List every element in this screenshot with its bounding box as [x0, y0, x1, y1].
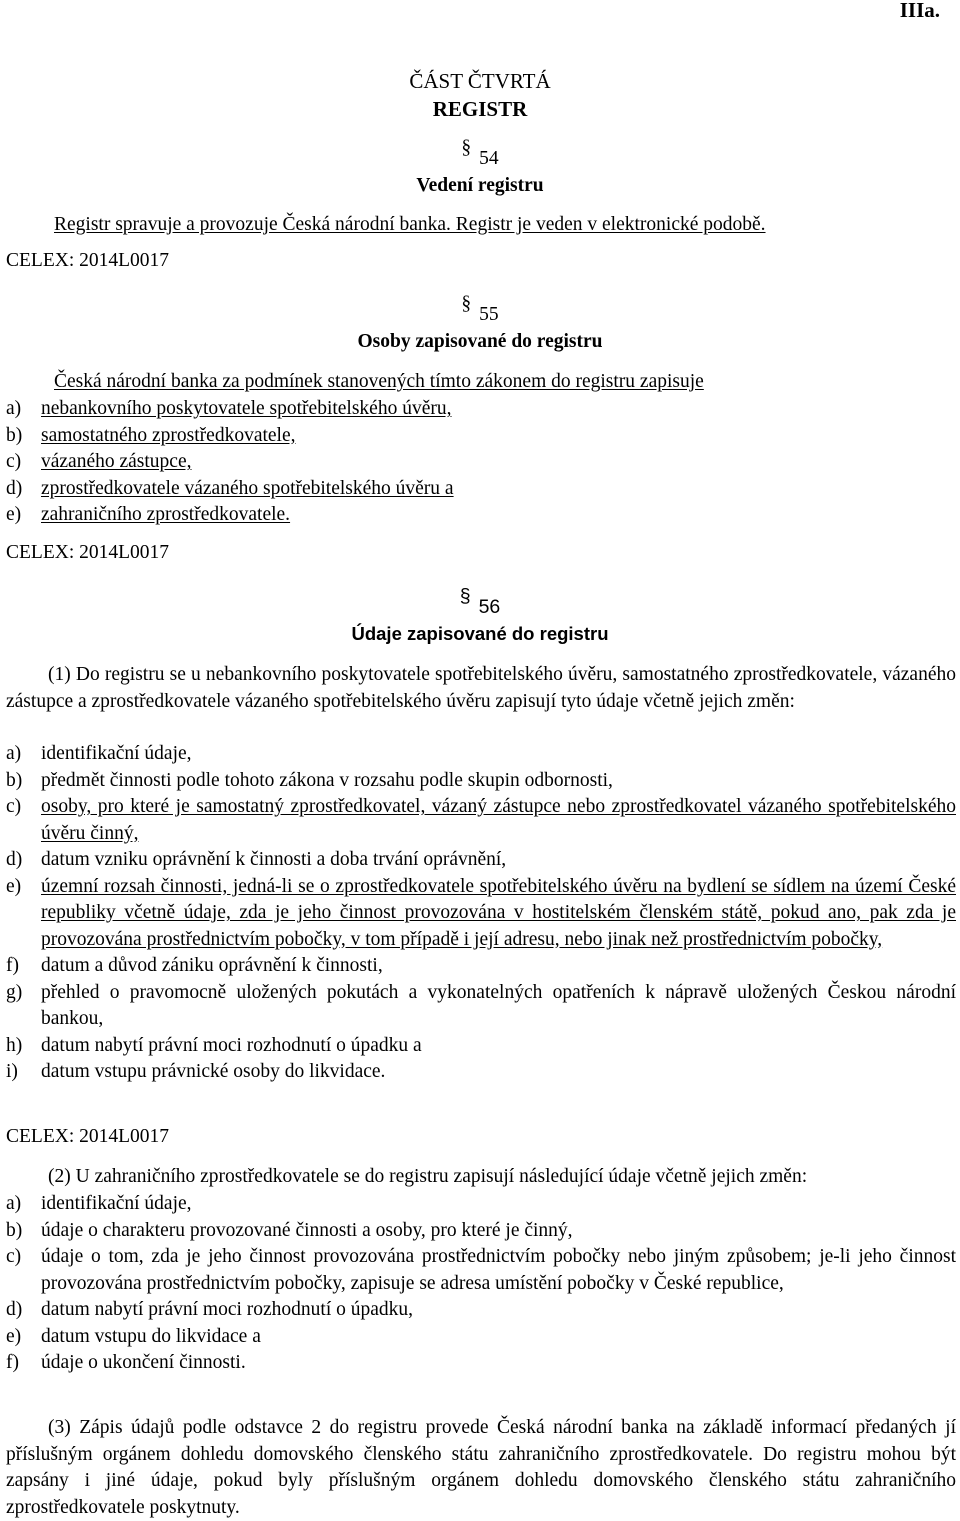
list-item: f) datum a důvod zániku oprávnění k činnosti, — [6, 955, 383, 976]
section-symbol: § — [459, 585, 471, 607]
list-item: e) územní rozsah činnosti, jedná-li se o zprostředkovatele spotřebitelského úvěru na bydlení se sídlem na území České republiky včetně údaje, zda je jeho činnost provozována v hostitelském členském státě, pokud ano, pak zda je provozována prostřednictvím pobočky, v tom případě i její adresu, nebo jinak než prostřednictvím pobočky, — [6, 875, 956, 950]
list-item: a) identifikační údaje, — [6, 743, 192, 764]
section-56-list-2 — [6, 1191, 956, 1377]
section-56-title: Údaje zapisované do registru — [351, 622, 609, 644]
list-item: d) datum vzniku oprávnění k činnosti a doba trvání oprávnění, — [6, 849, 507, 870]
section-54-celex: CELEX: 2014L0017 — [6, 250, 170, 271]
list-item: b) samostatného zprostředkovatele, — [6, 424, 296, 446]
list-item: e) zahraničního zprostředkovatele. — [6, 504, 291, 525]
list-item: a) identifikační údaje, — [6, 1193, 192, 1214]
section-56-paragraph-3: (3) Zápis údajů podle odstavce 2 do registru provede Česká národní banka na základě informací předaných jí příslušným orgánem dohledu domovského členského státu zahraničního zprostředkovatele. Do registru mohou být zapsány i jiné údaje, pokud byly příslušným orgánem dohledu domovského členského státu zahraničního zprostředkovatele poskytnuty. — [6, 1417, 956, 1518]
list-item: e) datum vstupu do likvidace a — [6, 1325, 261, 1347]
list-item: h) datum nabytí právní moci rozhodnutí o úpadku a — [6, 1034, 422, 1056]
section-55-heading — [0, 293, 960, 355]
section-number: 55 — [479, 304, 499, 325]
list-item: c) údaje o tom, zda je jeho činnost provozována prostřednictvím pobočky nebo jiným způsobem; je-li jeho činnost provozována prostřednictvím pobočky, zapisuje se adresa umístění pobočky v České republice, — [6, 1246, 956, 1294]
part-subtitle: REGISTR — [432, 97, 528, 121]
list-item: c) vázaného zástupce, — [6, 451, 192, 472]
section-56-heading — [0, 585, 960, 647]
section-55-celex: CELEX: 2014L0017 — [6, 542, 170, 563]
section-54-title: Vedení registru — [416, 174, 544, 196]
page-identifier: IIIa. — [899, 0, 940, 22]
section-54-heading — [0, 137, 960, 199]
section-55-intro: Česká národní banka za podmínek stanovených tímto zákonem do registru zapisuje — [54, 371, 704, 392]
section-symbol: § — [461, 293, 472, 314]
section-56-list-1 — [6, 741, 956, 1086]
section-number: 56 — [478, 596, 501, 618]
list-item: a) nebankovního poskytovatele spotřebitelského úvěru, — [6, 398, 452, 419]
list-item: f) údaje o ukončení činnosti. — [6, 1352, 246, 1373]
section-55-title: Osoby zapisované do registru — [357, 330, 603, 352]
section-56-paragraph-2: (2) U zahraničního zprostředkovatele se do registru zapisují následující údaje včetně jejich změn: — [48, 1166, 808, 1187]
section-55-number — [0, 293, 960, 329]
list-item: c) osoby, pro které je samostatný zprostředkovatel, vázaný zástupce nebo zprostředkovatel vázaného spotřebitelského úvěru činný, — [6, 796, 956, 844]
list-item: d) datum nabytí právní moci rozhodnutí o úpadku, — [6, 1299, 414, 1320]
section-55-list — [6, 396, 956, 529]
section-54-number — [0, 137, 960, 173]
section-54-text: Registr spravuje a provozuje Česká národní banka. Registr je veden v elektronické podobě. — [54, 214, 766, 235]
section-symbol: § — [461, 137, 472, 158]
list-item: d) zprostředkovatele vázaného spotřebitelského úvěru a — [6, 477, 454, 499]
section-56-paragraph-1: (1) Do registru se u nebankovního poskytovatele spotřebitelského úvěru, samostatného zprostředkovatele, vázaného zástupce a zprostředkovatele vázaného spotřebitelského úvěru zapisují tyto údaje včetně jejich změn: — [6, 664, 956, 712]
section-number: 54 — [479, 148, 499, 169]
list-item: b) předmět činnosti podle tohoto zákona v rozsahu podle skupin odbornosti, — [6, 769, 613, 791]
list-item: i) datum vstupu právnické osoby do likvidace. — [6, 1061, 386, 1082]
list-item: g) přehled o pravomocně uložených pokutách a vykonatelných opatřeních k nápravě uložených Českou národní bankou, — [6, 981, 956, 1029]
part-title: ČÁST ČTVRTÁ — [409, 69, 551, 93]
section-56-number — [0, 585, 960, 621]
list-item: b) údaje o charakteru provozované činnosti a osoby, pro které je činný, — [6, 1219, 573, 1241]
section-56-celex: CELEX: 2014L0017 — [6, 1126, 170, 1147]
